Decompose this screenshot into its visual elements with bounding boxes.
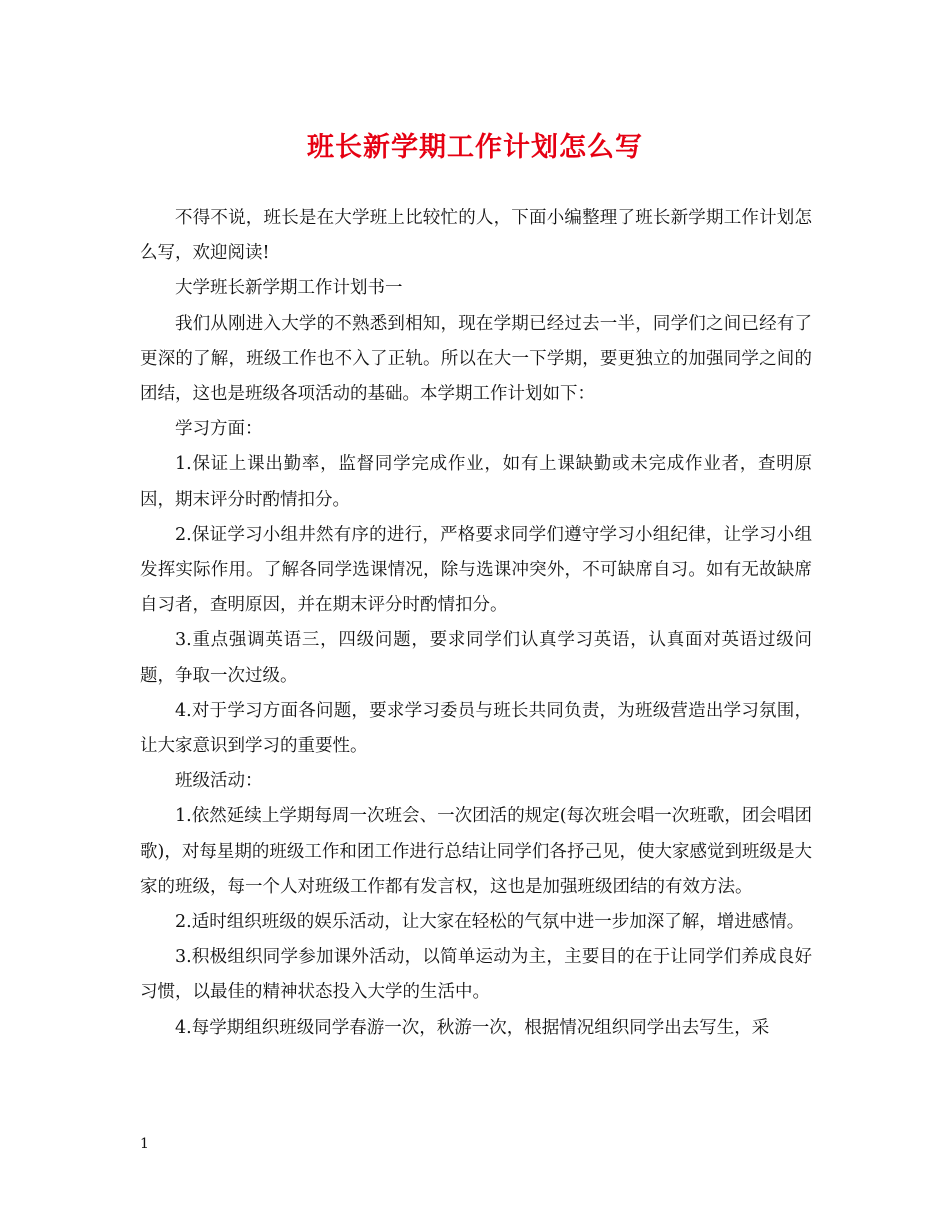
document-body xyxy=(140,201,812,1046)
study-item-4: 4.对于学习方面各问题，要求学习委员与班长共同负责，为班级营造出学习氛围，让大家意识到学习的重要性。 xyxy=(140,700,812,757)
study-item-3: 3.重点强调英语三，四级问题，要求同学们认真学习英语，认真面对英语过级问题，争取一次过级。 xyxy=(140,630,812,686)
paragraph-intro: 不得不说，班长是在大学班上比较忙的人，下面小编整理了班长新学期工作计划怎么写，欢迎阅读! xyxy=(140,208,812,264)
activity-item-4: 4.每学期组织班级同学春游一次，秋游一次，根据情况组织同学出去写生，采 xyxy=(175,1017,770,1038)
study-item-1: 1.保证上课出勤率，监督同学完成作业，如有上课缺勤或未完成作业者，查明原因，期末评分时酌情扣分。 xyxy=(140,454,812,510)
section-heading-study: 学习方面： xyxy=(175,419,263,440)
page-number: 1 xyxy=(140,1136,149,1152)
paragraph-background: 我们从刚进入大学的不熟悉到相知，现在学期已经过去一半，同学们之间已经有了更深的了解，班级工作也不入了正轨。所以在大一下学期，要更独立的加强同学之间的团结，这也是班级各项活动的基础。本学期工作计划如下： xyxy=(140,313,812,405)
study-item-2: 2.保证学习小组井然有序的进行，严格要求同学们遵守学习小组纪律，让学习小组发挥实际作用。了解各同学选课情况，除与选课冲突外，不可缺席自习。如有无故缺席自习者，查明原因，并在期末评分时酌情扣分。 xyxy=(140,524,812,616)
section-heading-activities: 班级活动： xyxy=(175,771,263,792)
document-title: 班长新学期工作计划怎么写 xyxy=(307,132,643,163)
paragraph-heading-plan-one: 大学班长新学期工作计划书一 xyxy=(175,278,403,299)
activity-item-1: 1.依然延续上学期每周一次班会、一次团活的规定(每次班会唱一次班歌，团会唱团歌)，对每星期的班级工作和团工作进行总结让同学们各抒己见，使大家感觉到班级是大家的班级，每一个人对班级工作都有发言权，这也是加强班级团结的有效方法。 xyxy=(140,806,812,897)
activity-item-2: 2.适时组织班级的娱乐活动，让大家在轻松的气氛中进一步加深了解，增进感情。 xyxy=(175,912,805,933)
activity-item-3: 3.积极组织同学参加课外活动，以简单运动为主，主要目的在于让同学们养成良好习惯，以最佳的精神状态投入大学的生活中。 xyxy=(140,947,812,1003)
